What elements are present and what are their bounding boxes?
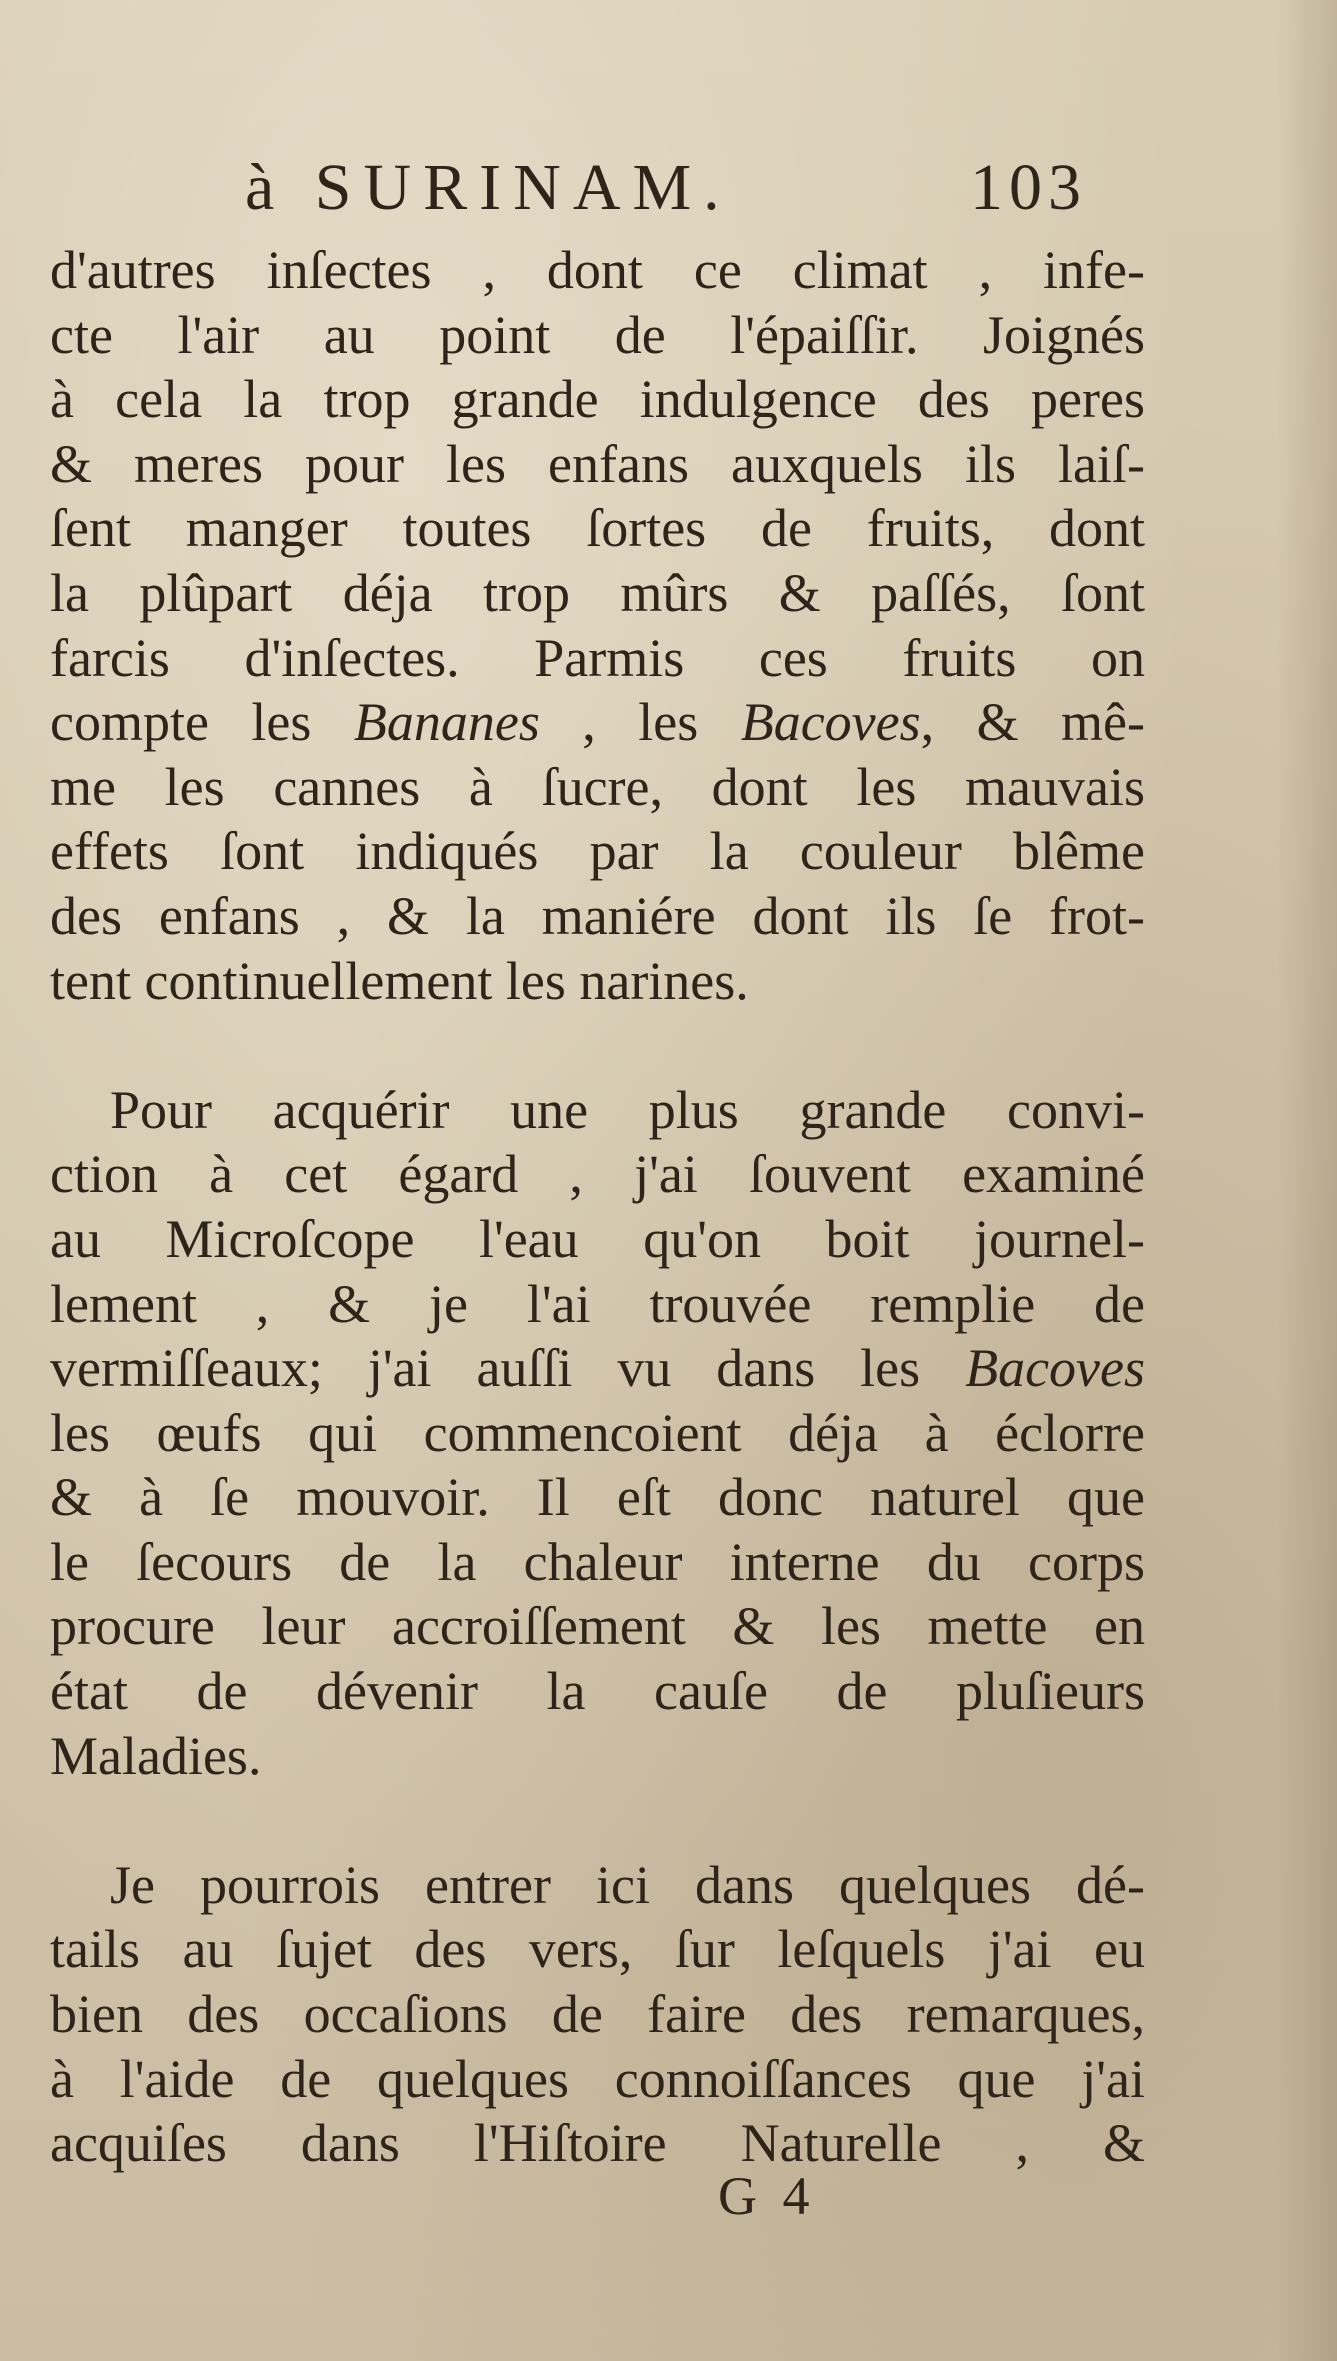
italic-term: Bananes xyxy=(353,692,540,753)
paragraph-gap xyxy=(50,1788,1145,1853)
text-line: ſent manger toutes ſortes de fruits, dont xyxy=(50,498,1145,559)
text-line: & à ſe mouvoir. Il eſt donc naturel que xyxy=(50,1467,1145,1528)
text-line: Pour acquérir une plus grande convi- xyxy=(110,1079,1145,1140)
text-line: à l'aide de quelques connoiſſances que j'ai xyxy=(50,2048,1145,2109)
text-line: cte l'air au point de l'épaiſſir. Joignés xyxy=(50,304,1145,365)
paragraph-1 xyxy=(50,238,1145,1013)
italic-term: Bacoves xyxy=(965,1338,1145,1399)
page-number: 103 xyxy=(970,151,1087,224)
text-line: bien des occaſions de faire des remarques, xyxy=(50,1984,1145,2045)
text-line: effets ſont indiqués par la couleur blême xyxy=(50,821,1145,882)
paragraph-3 xyxy=(50,1853,1145,2176)
text-line: ction à cet égard , j'ai ſouvent examiné xyxy=(50,1144,1145,1205)
text-line: la plûpart déja trop mûrs & paſſés, ſont xyxy=(50,562,1145,623)
text-line: tails au ſujet des vers, ſur leſquels j'ai eu xyxy=(50,1919,1145,1980)
text-line: à cela la trop grande indulgence des peres xyxy=(50,369,1145,430)
body-text xyxy=(50,238,1145,2176)
italic-term: Bacoves xyxy=(740,692,921,753)
text-line: Maladies. xyxy=(50,1725,262,1786)
signature-mark: G 4 xyxy=(718,2166,816,2226)
text-line: le ſecours de la chaleur interne du corps xyxy=(50,1531,1145,1592)
text-line: farcis d'inſectes. Parmis ces fruits on xyxy=(50,627,1145,688)
text-line: me les cannes à ſucre, dont les mauvais xyxy=(50,756,1145,817)
text-line: état de dévenir la cauſe de pluſieurs xyxy=(50,1661,1145,1722)
text-line: tent continuellement les narines. xyxy=(50,950,749,1011)
text-line: acquiſes dans l'Hiſtoire Naturelle , & xyxy=(50,2113,1145,2174)
text-line: lement , & je l'ai trouvée remplie de xyxy=(50,1273,1145,1334)
running-head xyxy=(245,150,1145,250)
text-line: compte les Bananes , les Bacoves, & mê- xyxy=(50,692,1145,753)
text-line: au Microſcope l'eau qu'on boit journel- xyxy=(50,1208,1145,1269)
text-line: Je pourrois entrer ici dans quelques dé- xyxy=(110,1854,1145,1915)
text-line: les œufs qui commencoient déja à éclorre xyxy=(50,1402,1145,1463)
text-line: procure leur accroiſſement & les mette en xyxy=(50,1596,1145,1657)
paragraph-gap xyxy=(50,1013,1145,1078)
paragraph-2 xyxy=(50,1078,1145,1789)
text-line: vermiſſeaux; j'ai auſſi vu dans les Bacoves xyxy=(50,1338,1145,1399)
text-line: des enfans , & la maniére dont ils ſe frot- xyxy=(50,885,1145,946)
text-line: d'autres inſectes , dont ce climat , infe- xyxy=(50,240,1145,300)
text-line: & meres pour les enfans auxquels ils laiſ- xyxy=(50,433,1145,494)
running-title: à SURINAM. xyxy=(245,151,732,224)
